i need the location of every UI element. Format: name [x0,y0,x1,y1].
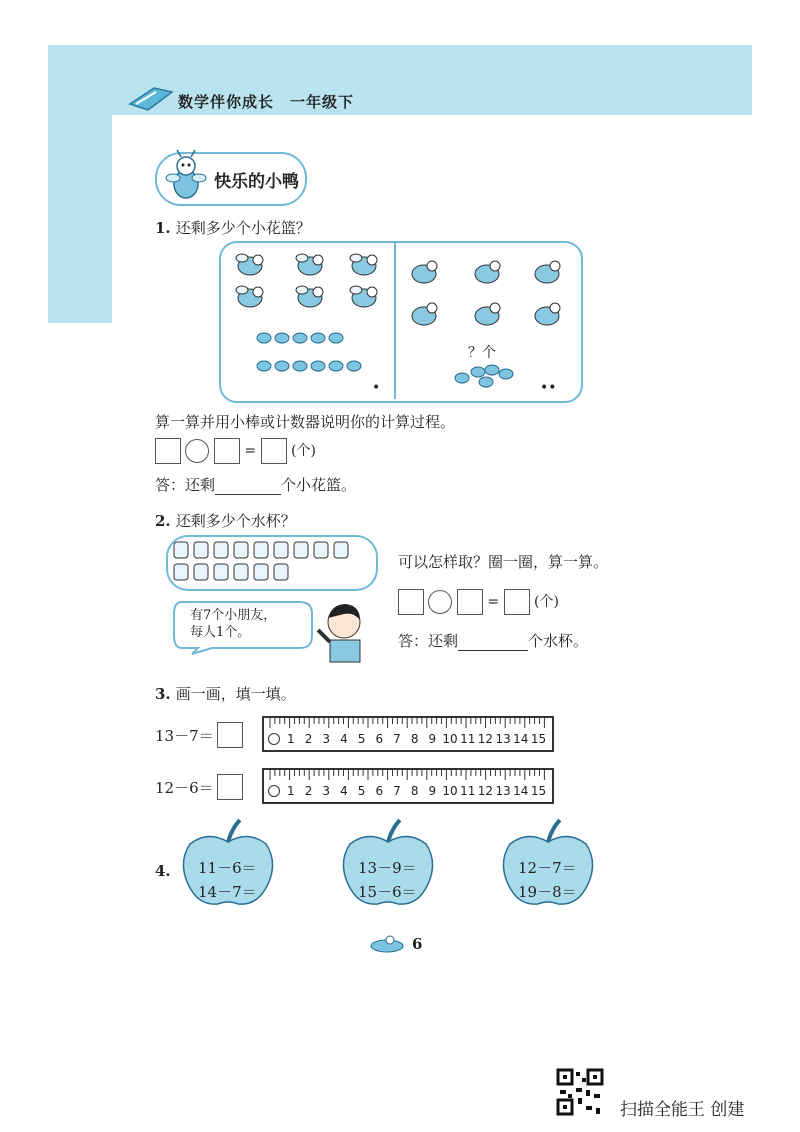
answer-box[interactable] [214,438,240,464]
q1-title: 还剩多少个小花篮？ [175,219,311,237]
q2-cups [172,540,372,584]
ruler-tick-label: 15 [530,784,547,798]
apple-eq-2: 14－7＝ [198,883,257,901]
apple-eq-1: 12－7＝ [518,859,577,877]
answer-box[interactable] [155,438,181,464]
ruler-tick-label: 12 [477,784,494,798]
q2-instruction: 可以怎样取？圈一圈，算一算。 [398,553,609,571]
ruler-tick-label: 12 [477,732,494,746]
apple-card [338,818,438,908]
answer-box[interactable] [217,774,243,800]
ruler-start-circle [268,733,280,745]
bee-icon [296,286,323,307]
ruler-numbers [282,732,547,746]
unit-label: (个) [534,594,559,610]
answer-box[interactable] [217,722,243,748]
ruler-tick-label: 6 [375,784,384,798]
q3-number: 3. [155,685,171,703]
q1-right-baskets [452,360,522,390]
ruler-tick-label: 11 [460,784,476,798]
apple-card [498,818,598,908]
q2-number: 2. [155,512,171,530]
ruler-tick-label: 4 [340,732,348,746]
answer-box[interactable] [261,438,287,464]
ruler-tick-label: 6 [375,732,384,746]
speech-line-1: 有7个小朋友， [190,608,277,623]
q1-number: 1. [155,219,171,237]
q1-right-dots: •• [540,380,557,396]
q1-left-bees [228,248,388,318]
ruler-tick-label: 4 [340,784,348,798]
number-ruler-2 [262,768,554,804]
ruler-tick-label: 13 [495,784,511,798]
speech-line-2: 每人1个。 [190,625,251,640]
ruler-start-circle [268,785,280,797]
ruler-numbers [282,784,547,798]
ruler-tick-label: 3 [322,732,331,746]
ruler-tick-label: 8 [410,732,419,746]
ruler-tick-label: 2 [304,784,313,798]
ruler-tick-label: 5 [357,732,366,746]
bee-mascot-icon [163,148,209,204]
q1-instruction: 算一算并用小棒或计数器说明你的计算过程。 [155,413,456,431]
ruler-tick-label: 15 [530,732,547,746]
ruler-tick-label: 11 [460,732,476,746]
number-ruler-1 [262,716,554,752]
answer-prefix: 答：还剩 [398,632,459,650]
answer-blank[interactable] [215,476,281,495]
bee-icon [236,254,263,275]
bee-icon [236,286,263,307]
q3-heading [155,683,296,704]
airplane-mascot-icon [368,934,406,954]
apple-eq-2: 19－8＝ [518,883,577,901]
header-band-left [48,45,112,323]
apple-card [178,818,278,908]
ruler-tick-label: 7 [393,732,401,746]
answer-blank[interactable] [458,632,528,651]
ruler-tick-label: 14 [513,732,529,746]
ruler-tick-label: 1 [287,732,295,746]
q1-left-baskets [252,328,372,378]
q2-title: 还剩多少个水杯？ [175,512,296,530]
q3-eq2: 12－6＝ [155,779,214,797]
unit-label: (个) [291,443,316,459]
ruler-tick-label: 2 [304,732,313,746]
apple-equations [518,856,577,904]
answer-suffix: 个水杯。 [528,632,589,650]
answer-box[interactable] [398,589,424,615]
bee-icon [350,254,377,275]
speech-text [190,607,276,641]
ruler-tick-label: 5 [357,784,366,798]
q4-number: 4. [155,862,171,880]
q3-title: 画一画，填一填。 [175,685,296,703]
equals-sign: = [244,443,257,459]
header-title: 数学伴你成长 一年级下 [178,93,355,111]
ruler-tick-label: 10 [442,784,458,798]
q1-equation-row [155,438,316,464]
book-logo-icon [128,84,174,112]
answer-prefix: 答：还剩 [155,476,216,494]
apple-eq-1: 11－6＝ [198,859,257,877]
scanner-watermark: 扫描全能王 创建 [620,1100,745,1120]
ruler-tick-label: 13 [495,732,511,746]
ruler-tick-label: 14 [513,784,529,798]
answer-box[interactable] [457,589,483,615]
ruler-tick-label: 8 [410,784,419,798]
answer-box[interactable] [504,589,530,615]
q3-eq1: 13－7＝ [155,727,214,745]
ruler-tick-label: 9 [428,784,437,798]
apple-eq-2: 15－6＝ [358,883,417,901]
boy-illustration-icon [310,598,372,664]
ruler-tick-label: 10 [442,732,458,746]
q1-question-label: ？个 [468,345,496,361]
bee-icon [296,254,323,275]
page-number: 6 [412,935,423,953]
qr-code-icon [556,1068,604,1116]
q1-answer-line [155,474,356,495]
ruler-tick-label: 7 [393,784,401,798]
q1-heading [155,217,311,238]
apple-equations [198,856,257,904]
q2-answer-line [398,630,588,651]
q1-divider [394,243,396,399]
answer-suffix: 个小花篮。 [281,476,357,494]
apple-eq-1: 13－9＝ [358,859,417,877]
bee-icon [350,286,377,307]
ruler-tick-label: 3 [322,784,331,798]
q2-heading [155,510,296,531]
ruler-ticks [264,718,552,732]
apple-equations [358,856,417,904]
ruler-tick-label: 9 [428,732,437,746]
section-title: 快乐的小鸭 [214,172,299,192]
q1-right-bees [402,258,572,338]
equals-sign: = [487,594,500,610]
q2-equation-row [398,589,559,615]
operator-circle[interactable] [185,439,209,463]
q1-left-dot: • [372,380,381,396]
operator-circle[interactable] [428,590,452,614]
ruler-ticks [264,770,552,784]
ruler-tick-label: 1 [287,784,295,798]
